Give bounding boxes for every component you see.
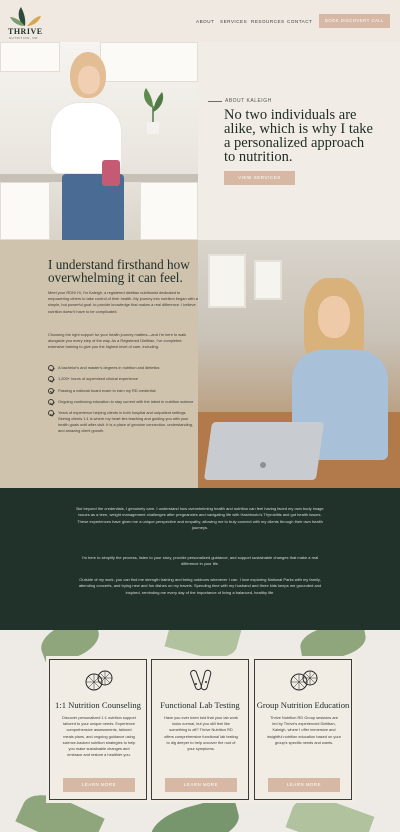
list-item: Passing a national board exam to earn my RD credential <box>48 388 198 394</box>
nav-link-services[interactable]: SERVICES <box>220 19 248 24</box>
service-card-nutrition-counseling <box>49 659 147 800</box>
story-section <box>0 488 400 630</box>
service-title: Group Nutrition Education <box>256 700 350 710</box>
about-paragraph: Choosing the right support for your health journey matters—and I'm here to walk alongside you every step of the way. As a Registered Dietitian, I've completed extensive training to give you the highest level of care, including: <box>48 332 187 350</box>
service-description: Have you ever been told that your lab work looks normal, but you still feel like something is off? Thrive Nutrition RD offers comprehensive functional lab testing to dig deeper to help uncover the root of your symptoms. <box>164 715 238 752</box>
about-eyebrow: ABOUT KALEIGH <box>225 98 272 104</box>
about-paragraph: Meet your RDN! Hi, I'm Kaleigh, a registered dietitian nutritionist dedicated to empowering others to take control of their health. My journey into nutrition began with a simple, but powerful goal: to provide knowledge that makes a real difference. I believe nutrition doesn't have to be complicated. <box>48 290 198 314</box>
hero-section <box>0 42 400 240</box>
about-heading: I understand firsthand how overwhelming it can feel. <box>48 257 190 285</box>
hero-heading: No two individuals are alike, which is why I take a personalized approach to nutrition. <box>224 107 373 165</box>
learn-more-button[interactable]: LEARN MORE <box>268 778 340 792</box>
check-circle-icon <box>48 410 54 416</box>
top-navigation <box>0 0 400 42</box>
story-paragraph: Outside of my work, you can find me strength training and being outdoors whenever I can. I love exploring National Parks with my family, attending concerts, and trying new and fun dishes on my travels. Spending time with my husband and three kids keeps me grounded and inspired, reminding me every day of the importance of living a balanced, healthy life. <box>78 577 322 595</box>
service-card-group-nutrition-education <box>254 659 352 800</box>
list-item: Years of experience helping clients in both hospital and outpatient settings. Seeing clients 1:1 is where my heart lies teaching and guiding you with your health goals until after-visit. It is a place of genuine connection, understanding, and amazing client growth. <box>48 410 198 433</box>
brand-tagline: NUTRITION, RD <box>9 36 38 40</box>
learn-more-button[interactable]: LEARN MORE <box>63 778 135 792</box>
service-description: Discover personalized 1:1 nutrition support tailored to your unique needs. Experience comprehensive assessments, tailored meals plans, and ongoing guidance using science-backed nutrition strategies to help you make sustainable changes and embrace and restore a healthier you. <box>62 715 136 758</box>
citrus-icon <box>84 668 114 692</box>
check-circle-icon <box>48 388 54 394</box>
brand-name[interactable]: THRIVE <box>8 27 43 36</box>
check-circle-icon <box>48 376 54 382</box>
nav-link-about[interactable]: ABOUT <box>196 19 215 24</box>
about-photo-kaleigh-laptop <box>198 240 400 488</box>
service-title: Functional Lab Testing <box>160 700 240 710</box>
nav-link-contact[interactable]: CONTACT <box>287 19 313 24</box>
hero-photo-kaleigh-kitchen <box>0 42 198 240</box>
book-discovery-call-button[interactable]: BOOK DISCOVERY CALL <box>319 14 390 28</box>
learn-more-button[interactable]: LEARN MORE <box>165 778 237 792</box>
service-description: Thrive Nutrition RD Group sessions are led by Thrive's experienced Dietitian, Kaleigh, where I offer immersive and insightful nutrition education based on your group's specific needs and wants. <box>267 715 341 745</box>
services-section <box>0 630 400 832</box>
test-tubes-icon <box>186 668 216 692</box>
story-paragraph: I'm here to simplify the process, listen to your story, provide personalized guidance, and support sustainable changes that make a real difference in your life. <box>81 555 319 567</box>
list-item: Ongoing continuing education to stay current with the latest in nutrition science <box>48 399 198 405</box>
list-item: 1,200+ hours of supervised clinical experience <box>48 376 198 382</box>
list-item: A bachelor's and master's degrees in nutrition and dietetics <box>48 365 198 371</box>
service-title: 1:1 Nutrition Counseling <box>55 700 141 710</box>
about-section <box>0 240 400 488</box>
service-card-functional-lab-testing <box>151 659 249 800</box>
nav-link-resources[interactable]: RESOURCES <box>251 19 285 24</box>
citrus-icon <box>289 668 319 692</box>
check-circle-icon <box>48 399 54 405</box>
story-paragraph: But beyond the credentials, I genuinely care. I understand how overwhelming health and nutrition can feel having faced my own body image issues as a teen, weight management challenges after pregnancies and navigating life with Hashimoto's Thyroiditis and gut health issues. These experiences have given me a unique perspective and empathy, allowing me to truly connect with my clients through their own health journeys. <box>76 506 324 530</box>
credentials-list <box>48 365 198 439</box>
view-services-button[interactable]: VIEW SERVICES <box>224 171 295 185</box>
check-circle-icon <box>48 365 54 371</box>
